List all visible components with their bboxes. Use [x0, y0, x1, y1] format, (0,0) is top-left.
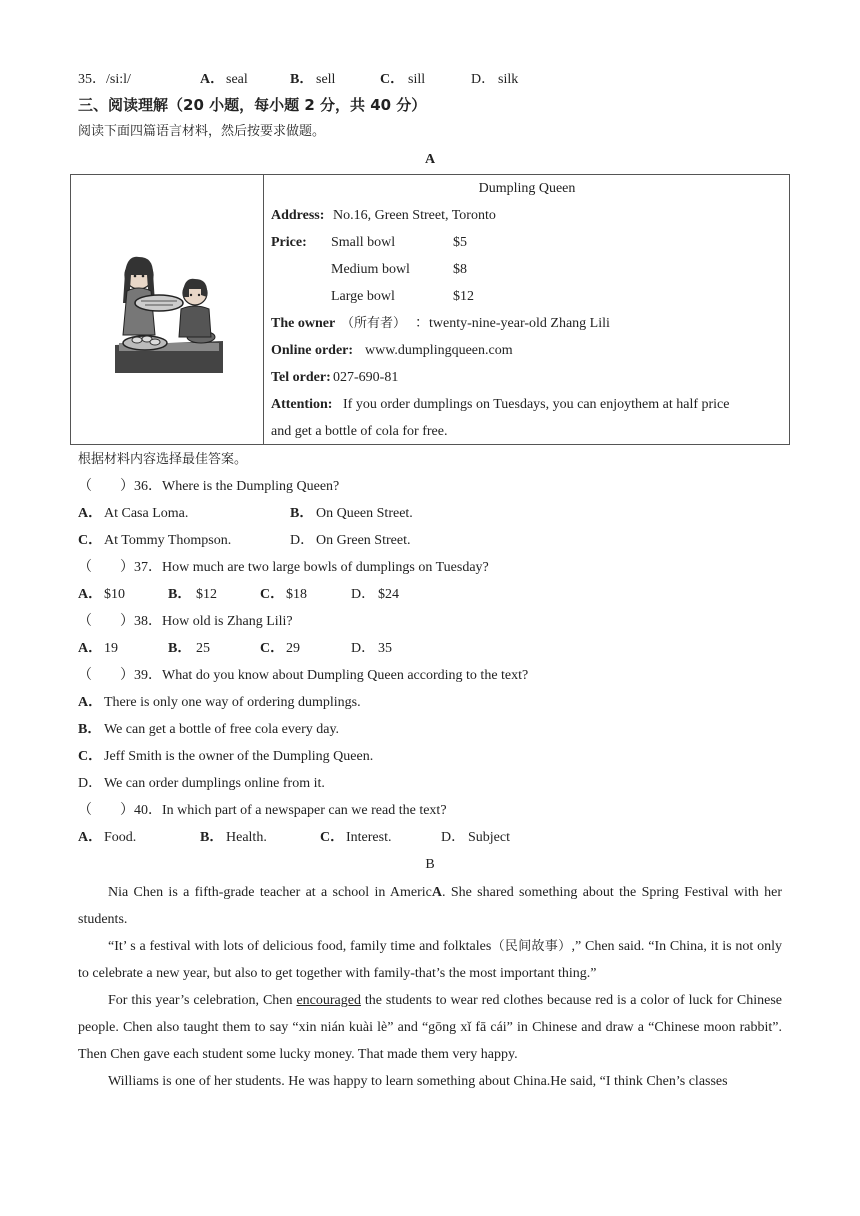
question-38-stem: （ ）38．How old is Zhang Lili?: [78, 614, 293, 629]
table-divider: [263, 175, 264, 444]
dumpling-queen-ad-table: [70, 174, 790, 445]
option-text: At Tommy Thompson.: [104, 533, 232, 548]
option-key: A．: [78, 587, 103, 602]
question-40-stem: （ ）40．In which part of a newspaper can we read the text?: [78, 803, 447, 818]
option-text: $12: [196, 587, 217, 602]
option-text: 25: [196, 641, 210, 656]
option-key: C．: [320, 830, 345, 845]
passage-b-paragraph-1: [78, 879, 782, 933]
price-amount: $12: [453, 289, 474, 304]
option-text: On Green Street.: [316, 533, 411, 548]
option-text: At Casa Loma.: [104, 506, 189, 521]
option-text: We can order dumplings online from it.: [104, 776, 325, 791]
option-text: Interest.: [346, 830, 392, 845]
option-a-key: A．: [200, 72, 225, 87]
address-value: No.16, Green Street, Toronto: [333, 208, 496, 223]
option-text: $18: [286, 587, 307, 602]
price-label: Price:: [271, 235, 307, 250]
option-text: There is only one way of ordering dumplings.: [104, 695, 361, 710]
option-key: C．: [260, 641, 285, 656]
price-amount: $5: [453, 235, 467, 250]
underlined-word: encouraged: [296, 993, 361, 1008]
option-text: Food.: [104, 830, 137, 845]
attention-text-1: If you order dumplings on Tuesdays, you can enjoythem at half price: [343, 397, 730, 412]
option-text: On Queen Street.: [316, 506, 413, 521]
attention-line-2: and get a bottle of cola for free.: [271, 424, 448, 439]
tel-order-label: Tel order:: [271, 370, 331, 385]
option-key: D．: [441, 830, 466, 845]
price-size: Large bowl: [331, 289, 395, 304]
option-text: $10: [104, 587, 125, 602]
option-c-key: C．: [380, 72, 405, 87]
option-key: B．: [200, 830, 224, 845]
option-key: C．: [260, 587, 285, 602]
option-key: D．: [290, 533, 315, 548]
option-key: A．: [78, 830, 103, 845]
option-key: B．: [168, 641, 192, 656]
address-label: Address:: [271, 208, 325, 223]
option-key: B．: [78, 722, 102, 737]
option-text: 29: [286, 641, 300, 656]
option-key: D．: [78, 776, 103, 791]
option-text: Subject: [468, 830, 510, 845]
owner-label: The owner: [271, 316, 336, 331]
option-key: A．: [78, 641, 103, 656]
price-size: Small bowl: [331, 235, 396, 250]
shop-name: Dumpling Queen: [478, 181, 576, 196]
question-37-stem: （ ）37．How much are two large bowls of dumplings on Tuesday?: [78, 560, 489, 575]
passage-b-paragraph-2: [78, 933, 782, 987]
text-run: ,” Chen said. “In China, it is not only to celebrate a new year, but also to get together with family-that’s the most important thing.”: [78, 939, 782, 981]
option-key: D．: [351, 641, 376, 656]
tel-order-value: 027-690-81: [333, 370, 399, 385]
text-run: （民间故事）: [491, 939, 572, 954]
option-key: B．: [168, 587, 192, 602]
option-text: Jeff Smith is the owner of the Dumpling Queen.: [104, 749, 374, 764]
option-key: C．: [78, 749, 103, 764]
price-amount: $8: [453, 262, 467, 277]
text-run: . She shared something about the Spring Festival with her students.: [78, 885, 783, 927]
section-title: 三、阅读理解（20 小题，每小题 2 分，共 40 分）: [78, 96, 427, 114]
owner-value: ：twenty-nine-year-old Zhang Lili: [415, 316, 610, 331]
option-key: A．: [78, 695, 103, 710]
attention-label: Attention:: [271, 397, 333, 412]
option-d-text: silk: [498, 72, 519, 87]
option-text: 35: [378, 641, 392, 656]
option-key: A．: [78, 506, 103, 521]
text-run: “It’ s a festival with lots of delicious food, family time and folktales: [108, 939, 492, 954]
option-text: We can get a bottle of free cola every day.: [104, 722, 340, 737]
option-d-key: D．: [471, 72, 496, 87]
option-key: D．: [351, 587, 376, 602]
text-run: A: [431, 885, 442, 900]
price-size: Medium bowl: [331, 262, 410, 277]
text-run: For this year’s celebration, Chen: [108, 993, 297, 1008]
children-eating-dumplings-illustration: [111, 245, 227, 380]
passage-b-paragraph-3: [78, 987, 782, 1068]
question-39-stem: （ ）39．What do you know about Dumpling Queen according to the text?: [78, 668, 529, 683]
online-order-label: Online order:: [271, 343, 354, 358]
passage-a-label: A: [424, 152, 436, 167]
question-36-stem: （ ）36．Where is the Dumpling Queen?: [78, 479, 340, 494]
option-key: C．: [78, 533, 103, 548]
option-key: B．: [290, 506, 314, 521]
online-order-url: www.dumplingqueen.com: [365, 343, 513, 358]
choose-instruction: 根据材料内容选择最佳答案。: [78, 452, 248, 467]
passage-b-paragraph-4: Williams is one of her students. He was happy to learn something about China.He said, “I think Chen’s classes: [108, 1074, 728, 1089]
option-b-key: B．: [290, 72, 314, 87]
option-c-text: sill: [408, 72, 426, 87]
option-a-text: seal: [226, 72, 248, 87]
passage-b-label: B: [425, 857, 435, 872]
question-35-number: 35．/si:l/: [78, 72, 131, 87]
text-run: the students to wear red clothes because red is a color of luck for Chinese people. Chen also taught them to say “xin nián kuài lè” and “gōng xǐ fā cái” in Chinese and draw a “Chinese moon rabbit”. Then Chen gave each student some lucky money. That made them very happy.: [78, 993, 782, 1062]
option-b-text: sell: [316, 72, 336, 87]
option-text: 19: [104, 641, 118, 656]
section-instruction: 阅读下面四篇语言材料，然后按要求做题。: [78, 124, 326, 139]
passage-b-text: [78, 879, 782, 1095]
text-run: Nia Chen is a fifth-grade teacher at a school in Americ: [108, 885, 432, 900]
option-text: Health.: [226, 830, 267, 845]
option-text: $24: [378, 587, 399, 602]
owner-cn-note: （所有者）: [341, 316, 407, 331]
